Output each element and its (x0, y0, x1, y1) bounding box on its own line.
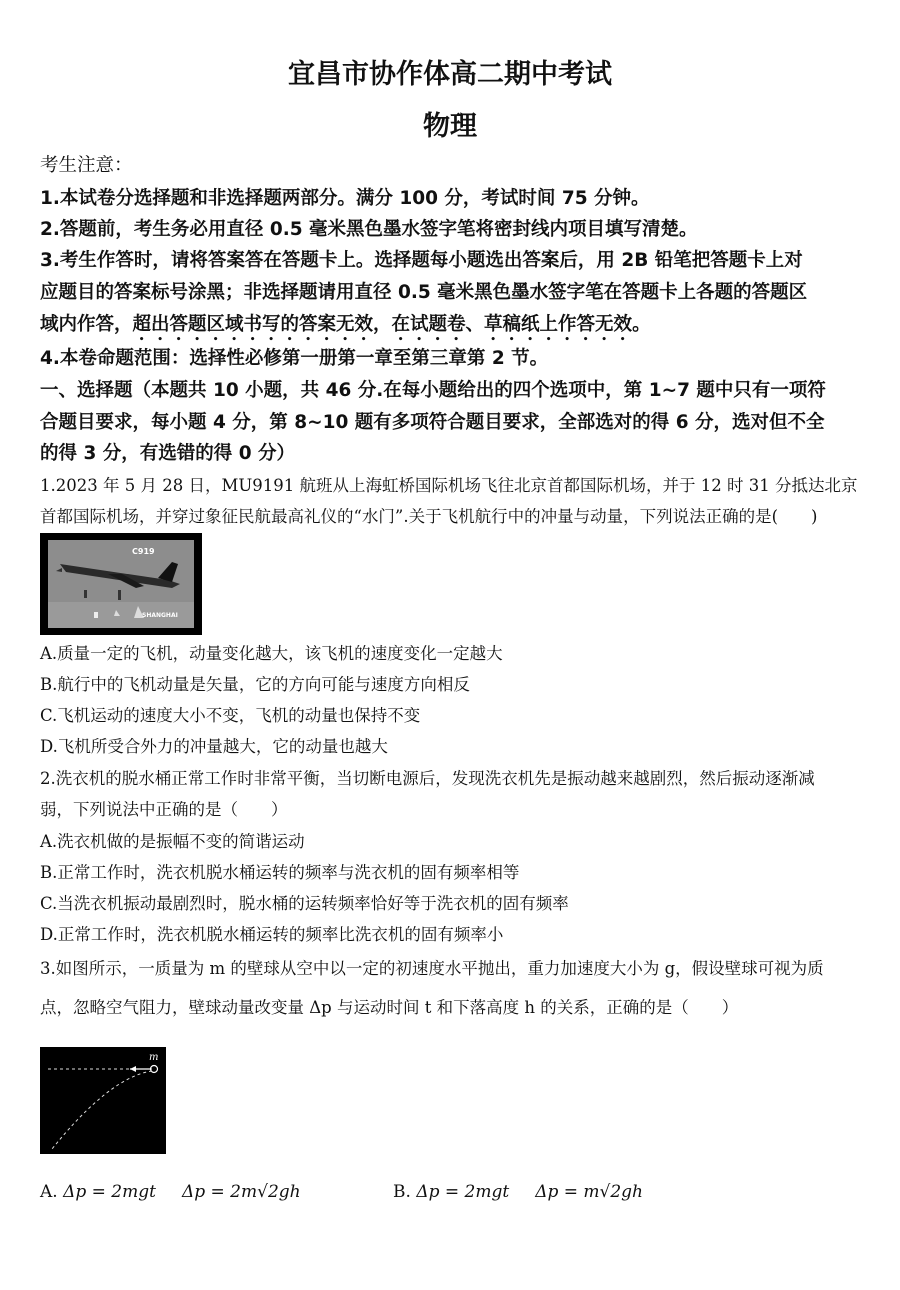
q1-option-a: A.质量一定的飞机，动量变化越大，该飞机的速度变化一定越大 (40, 644, 503, 663)
q2-stem-line-1: 2.洗衣机的脱水桶正常工作时非常平衡，当切断电源后，发现洗衣机先是振动越来越剧烈，然后振动逐渐减 (40, 769, 815, 788)
emphasis-text: 超出答题区域书写的答案无效 (132, 314, 374, 335)
image-caption-top: C919 (132, 547, 155, 556)
q3-stem-line-2: 点，忽略空气阻力，壁球动量改变量 Δp 与运动时间 t 和下落高度 h 的关系，正确的是（ ） (40, 998, 739, 1017)
notice-item-4: 4.本卷命题范围：选择性必修第一册第一章至第三章第 2 节。 (40, 348, 549, 369)
airplane-photo (40, 533, 202, 635)
q2-option-d: D.正常工作时，洗衣机脱水桶运转的频率比洗衣机的固有频率小 (40, 925, 504, 944)
section-1-line-3: 的得 3 分，有选错的得 0 分） (40, 443, 296, 464)
q2-stem-line-2: 弱，下列说法中正确的是（ ） (40, 800, 288, 819)
subject-title: 物理 (423, 111, 477, 142)
exam-title: 宜昌市协作体高二期中考试 (288, 59, 612, 90)
formula: Δp = 2m√2gh (181, 1182, 301, 1202)
notice-heading: 考生注意： (40, 155, 133, 176)
notice-text: 。 (632, 314, 651, 335)
q1-option-d: D.飞机所受合外力的冲量越大，它的动量也越大 (40, 737, 388, 756)
option-label: B. (393, 1182, 417, 1202)
formula: Δp = 2mgt (416, 1182, 510, 1202)
image-caption-bottom: SHANGHAI (142, 612, 178, 619)
emphasis-text: 在试题卷、草稿纸上作答无效 (391, 314, 633, 335)
q1-option-b: B.航行中的飞机动量是矢量，它的方向可能与速度方向相反 (40, 675, 470, 694)
notice-item-3-line-3 (40, 309, 870, 345)
mass-label: m (149, 1052, 159, 1063)
notice-text: ， (373, 314, 392, 335)
q3-stem-line-1: 3.如图所示，一质量为 m 的壁球从空中以一定的初速度水平抛出，重力加速度大小为 g，假设壁球可视为质 (40, 959, 824, 978)
q2-option-b: B.正常工作时，洗衣机脱水桶运转的频率与洗衣机的固有频率相等 (40, 863, 520, 882)
notice-item-3-line-2: 应题目的答案标号涂黑；非选择题请用直径 0.5 毫米黑色墨水签字笔在答题卡上各题的答题区 (40, 282, 808, 303)
formula: Δp = m√2gh (535, 1182, 643, 1202)
option-label: A. (40, 1182, 64, 1202)
q3-option-b (393, 1182, 643, 1202)
q3-option-a (40, 1182, 301, 1202)
q2-option-c: C.当洗衣机振动最剧烈时，脱水桶的运转频率恰好等于洗衣机的固有频率 (40, 894, 569, 913)
projectile-diagram (40, 1047, 166, 1154)
q1-stem-line-1: 1.2023 年 5 月 28 日，MU9191 航班从上海虹桥国际机场飞往北京首都国际机场，并于 12 时 31 分抵达北京 (40, 476, 858, 495)
notice-item-1: 1.本试卷分选择题和非选择题两部分。满分 100 分，考试时间 75 分钟。 (40, 188, 650, 209)
section-1-line-1: 一、选择题（本题共 10 小题，共 46 分.在每小题给出的四个选项中，第 1~7 题中只有一项符 (40, 380, 826, 401)
projectile-figure (40, 1047, 166, 1154)
section-1-line-2: 合题目要求，每小题 4 分，第 8~10 题有多项符合题目要求，全部选对的得 6 分，选对但不全 (40, 412, 825, 433)
notice-item-3-line-1: 3.考生作答时，请将答案答在答题卡上。选择题每小题选出答案后，用 2B 铅笔把答题卡上对 (40, 250, 803, 271)
q2-option-a: A.洗衣机做的是振幅不变的简谐运动 (40, 832, 305, 851)
notice-text: 域内作答， (40, 314, 133, 335)
q1-stem-line-2: 首都国际机场，并穿过象征民航最高礼仪的“水门”.关于飞机航行中的冲量与动量，下列说法正确的是( ) (40, 507, 818, 526)
airplane-illustration (48, 540, 194, 628)
notice-item-2: 2.答题前，考生务必用直径 0.5 毫米黑色墨水签字笔将密封线内项目填写清楚。 (40, 219, 698, 240)
q1-option-c: C.飞机运动的速度大小不变，飞机的动量也保持不变 (40, 706, 421, 725)
formula: Δp = 2mgt (63, 1182, 156, 1202)
